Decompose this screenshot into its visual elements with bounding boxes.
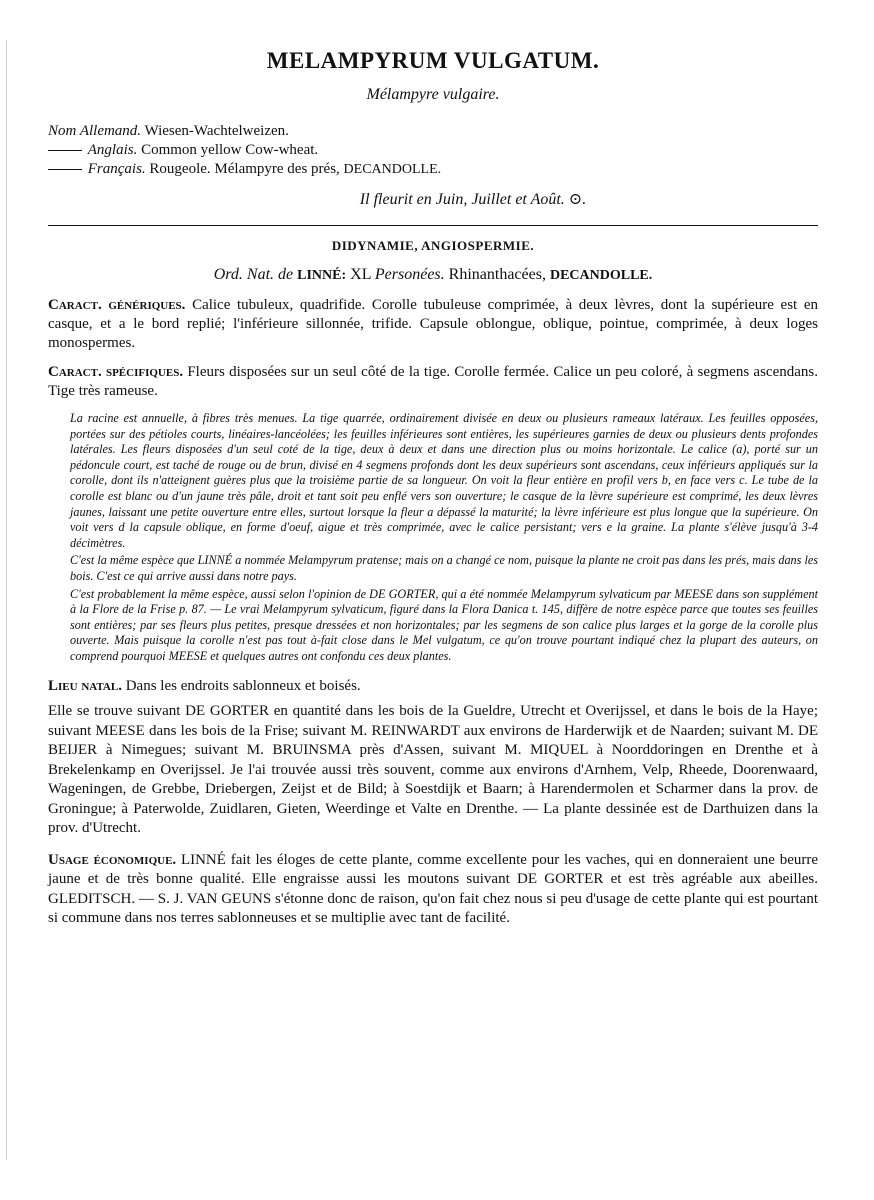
page-edge-line <box>6 40 7 1160</box>
english-value: Common yellow Cow-wheat. <box>141 142 319 158</box>
name-german <box>48 122 818 141</box>
french-value: Rougeole. Mélampyre des prés, <box>149 161 340 177</box>
order-prefix: Ord. Nat. de <box>213 266 294 283</box>
usage-text: LINNÉ fait les éloges de cette plante, comme excellente pour les vaches, qui en donneraient une beurre jaune et de très bonne qualité. Elle engraisse aussi les moutons suivant DE GORTER et est très agréable aux abeilles. GLEDITSCH. — S. J. VAN GEUNS s'étonne donc de raison, qu'on fait chez nous si peu d'usage de cette plante qui est pourtant si commune dans nos terres sablonneuses et se multiplie avec tant de facilité. <box>48 851 818 926</box>
specific-characters <box>48 363 818 401</box>
comparison-paragraph: C'est probablement la même espèce, aussi selon l'opinion de DE GORTER, qui a été nommée Melampyrum sylvaticum par MEESE dans son supplément à la Flore de la Frise p. 87. — Le vrai Melampyrum sylvaticum, figuré dans la Flora Danica t. 145, diffère de notre espèce parce que toutes ses feuilles sont entières; par ses fleurs plus petites, presque dressées et non horizontales; par les segmens de son calice plus larges et la gorge de la corolle plus ouverte. Mais puisque la corolle n'est pas tout à-fait close dans le Mel vulgatum, ce qu'on trouve pourtant indiqué chez la plupart des auteurs, on comprend pourquoi MEESE et quelques autres ont confondu ces deux plantes. <box>70 586 818 663</box>
french-author: DECANDOLLE. <box>343 162 442 177</box>
generic-label: Caract. génériques. <box>48 297 186 313</box>
habitat-label: Lieu natal. <box>48 677 122 694</box>
page-subtitle: Mélampyre vulgaire. <box>366 86 500 103</box>
german-value: Wiesen-Wachtelweizen. <box>144 123 289 139</box>
order-linne: LINNÉ: <box>297 268 347 283</box>
english-label: Anglais. <box>87 142 138 158</box>
ditto-dash <box>48 169 82 170</box>
habitat-heading <box>48 677 818 697</box>
usage-label: Usage économique. <box>48 851 177 868</box>
generic-characters <box>48 296 818 353</box>
specific-text: Fleurs disposées sur un seul côté de la tige. Corolle fermée. Calice un peu coloré, à segmens ascendans. Tige très rameuse. <box>48 364 818 399</box>
economic-usage <box>48 851 818 929</box>
specific-label: Caract. spécifiques. <box>48 364 184 380</box>
common-names <box>48 122 818 179</box>
name-french <box>48 160 818 179</box>
flowering-period: Il fleurit en Juin, Juillet et Août. ⊙. <box>359 191 587 208</box>
generic-text: Calice tubuleux, quadrifide. Corolle tubuleuse comprimée, à deux lèvres, dont la supérieure est en casque, et a le bord replié; l'inférieure sillonnée, trifide. Capsule oblongue, oblique, pointue, comprimée, à deux loges monospermes. <box>48 297 818 351</box>
linnaean-class: DIDYNAMIE, ANGIOSPERMIE. <box>331 238 535 253</box>
page-title: MELAMPYRUM VULGATUM. <box>266 48 600 73</box>
ditto-dash <box>48 150 82 151</box>
order-name: Personées. <box>374 266 445 283</box>
french-label: Français. <box>87 161 146 177</box>
order-family: Rhinanthacées, <box>448 266 546 283</box>
order-author: DECANDOLLE. <box>549 268 653 283</box>
description-paragraph: La racine est annuelle, à fibres très menues. La tige quarrée, ordinairement divisée en deux ou plusieurs rameaux latéraux. Les feuilles opposées, portées sur des pétioles courts, linéaires-lancéolées; les feuilles inférieures sont entières, les supérieures garnies de deux ou plusieurs dents profondes latérales. Les fleurs disposées d'un seul coté de la tige, deux à deux et dans une direction plus ou moins horizontale. Le calice (a), porté sur un pédoncule court, est taché de rouge ou de brun, divisé en 4 segmens profonds dont les deux supérieurs sont ascendans, ceux inférieurs appliqués sur la corolle, dont ils n'atteignent guères plus que la troisième partie de sa longueur. On voit la fleur entière en profil vers b, en face vers c. Le tube de la corolle est blanc ou d'un jaune très pâle, droit et tant soit peu enflé vers son ouverture; le casque de la lèvre supérieure est comprimé, les deux lèvres jaunes, laissant une petite ouverture entre elles, surtout lorsque la fleur a dépassé la maturité; la lèvre inférieure est plus longue que la supérieure. On voit vers d la capsule oblique, en forme d'oeuf, aigue et très comprimée, avec le calice persistant; vers e la graine. La plante s'élève jusqu'à 3-4 décimètres. <box>70 411 818 550</box>
natural-order <box>48 266 818 284</box>
name-english <box>48 141 818 160</box>
german-label: Nom Allemand. <box>48 123 142 139</box>
section-divider <box>48 225 818 226</box>
synonym-paragraph: C'est la même espèce que LINNÉ a nommée Melampyrum pratense; mais on a changé ce nom, puisque la plante ne croit pas dans les prés, mais dans les bois. C'est ce qui arrive aussi dans notre pays. <box>70 553 818 583</box>
order-group: XL <box>350 266 371 283</box>
habitat-text: Dans les endroits sablonneux et boisés. <box>125 677 361 694</box>
habitat-locations: Elle se trouve suivant DE GORTER en quantité dans les bois de la Gueldre, Utrecht et Overijssel, et dans le bois de la Haye; suivant MEESE dans les bois de la Frise; suivant M. REINWARDT aux environs de Harderwijk et de Naarden; suivant M. DE BEIJER à Nimegues; suivant M. BRUINSMA près d'Assen, suivant M. MIQUEL à Noorddoringen en Drenthe et à Brekelenkamp en Overijssel. Je l'ai trouvée aussi très souvent, comme aux environs d'Arnhem, Velp, Rheede, Doorenwaard, Wageningen, de Grebbe, Driebergen, Zeijst et de Bild; à Soestdijk et Baarn; à Harendermolen et Scharmer dans la prov. de Groningue; à Paterwolde, Zuidlaren, Gieten, Weerdinge et Valte en Drenthe. — La plante dessinée est de Darthuizen dans la prov. d'Utrecht. <box>48 703 818 836</box>
